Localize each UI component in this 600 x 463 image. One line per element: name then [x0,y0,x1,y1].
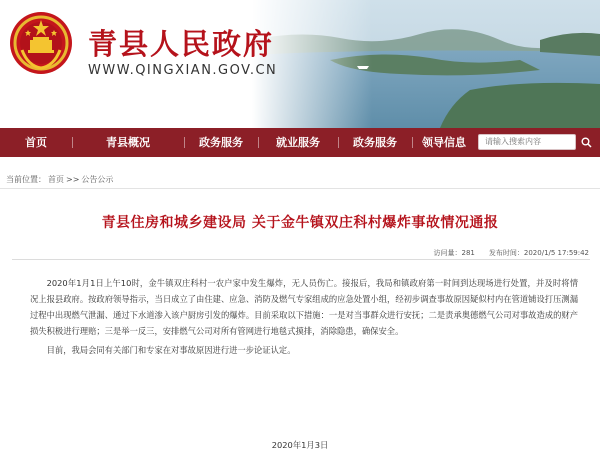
visits-count: 281 [461,249,475,257]
search-icon [581,137,592,148]
breadcrumb-divider [0,188,600,189]
site-domain: WWW.QINGXIAN.GOV.CN [88,63,278,78]
nav-item-leadership[interactable]: 领导信息 [412,128,476,157]
visits-label: 访问量： [433,249,462,257]
breadcrumb [6,174,115,185]
article-paragraph: 目前，我局会同有关部门和专家在对事故原因进行进一步论证认定。 [46,345,296,355]
search-input[interactable] [478,134,576,150]
site-header [0,0,600,128]
publish-time-label: 发布时间： [488,249,524,257]
breadcrumb-label: 当前位置： [6,175,46,184]
nav-item-overview[interactable]: 青县概况 [72,128,184,157]
meta-divider [12,259,590,260]
nav-item-employment-services[interactable]: 就业服务 [258,128,338,157]
breadcrumb-separator: >> [66,175,80,184]
breadcrumb-home-link[interactable]: 首页 [48,175,64,184]
article-meta [434,248,589,258]
article-date: 2020年1月3日 [271,440,329,450]
publish-time: 2020/1/5 17:59:42 [523,249,589,257]
nav-item-government-services-2[interactable]: 政务服务 [338,128,412,157]
breadcrumb-current-link[interactable]: 公告公示 [81,175,114,184]
nav-item-government-services[interactable]: 政务服务 [184,128,258,157]
nav-item-home[interactable]: 首页 [25,136,47,149]
site-title: 青县人民政府 [88,27,275,61]
article-paragraph: 2020年1月1日上午10时，金牛镇双庄科村一农户家中发生爆炸，无人员伤亡。接报后，我局和镇政府第一时间到达现场进行处置，并及时将情况上报县政府。按政府领导指示，当日成立了由住建、应急、消防及燃气专家组成的应急处置小组，经初步调查事故原因疑似村内在管道铺设打压测漏过程中出现燃气泄漏、通过下水道渗入该户厨房引发的爆炸。目前采取以下措施：一是对当事群众进行安抚；二是责承奥德燃气公司对事故造成的财产损失积极进行理赔；三是举一反三，安排燃气公司对所有管网进行地毯式摸排，消除隐患，确保安全。 [30,278,578,336]
article-title: 青县住房和城乡建设局 关于金牛镇双庄科村爆炸事故情况通报 [101,215,499,231]
national-emblem-icon [8,10,74,76]
search-button[interactable] [579,134,593,150]
